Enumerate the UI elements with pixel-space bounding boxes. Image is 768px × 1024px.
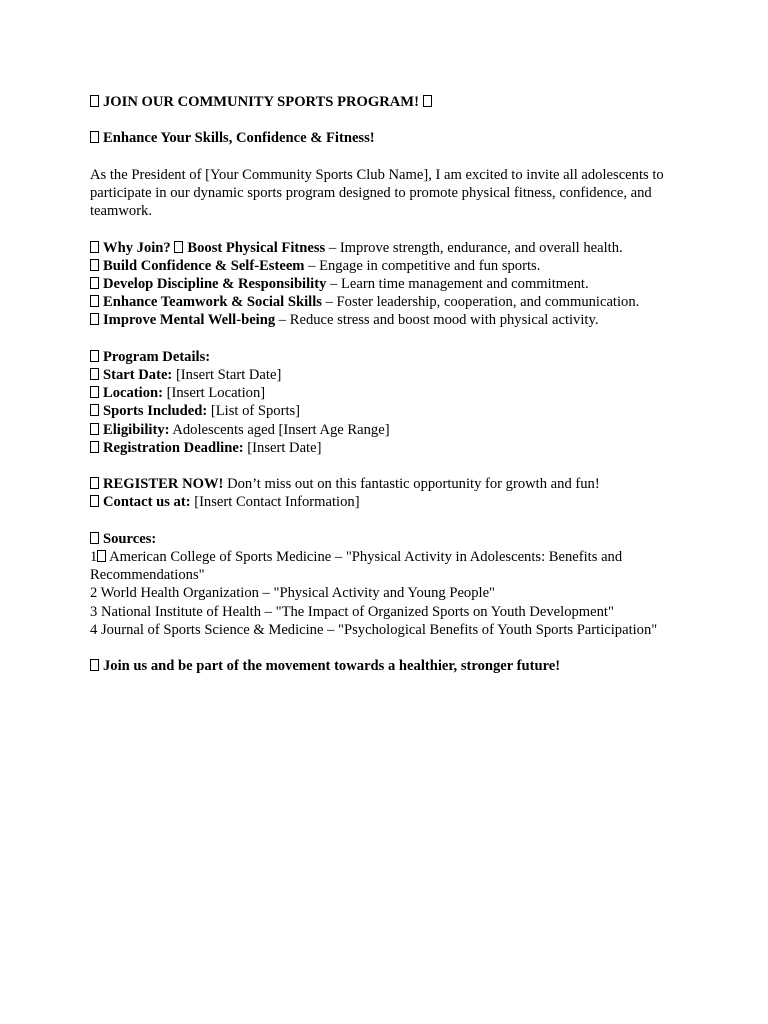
missing-glyph-icon [90,95,99,107]
benefit-item [90,311,680,329]
missing-glyph-icon [174,241,183,253]
source-item [90,548,680,584]
detail-label: Eligibility: [103,421,170,438]
missing-glyph-icon [90,477,99,489]
benefit-text: – Learn time management and commitment. [326,275,589,292]
source-number: 4 [90,621,98,638]
missing-glyph-icon [90,313,99,325]
detail-item [90,402,680,420]
missing-glyph-icon [90,259,99,271]
benefit-text: – Improve strength, endurance, and overall health. [325,239,623,256]
benefit-text: – Engage in competitive and fun sports. [304,257,541,274]
missing-glyph-icon [90,441,99,453]
benefit-item [90,257,680,275]
missing-glyph-icon [90,131,99,143]
detail-item [90,384,680,402]
detail-item [90,366,680,384]
missing-glyph-icon [423,95,432,107]
detail-label: Location: [103,385,163,402]
register-label: REGISTER NOW! [103,476,224,493]
source-number: 3 [90,603,98,620]
contact-line [90,493,680,511]
benefit-title: Boost Physical Fitness [187,239,326,256]
missing-glyph-icon [90,241,99,253]
intro-paragraph: As the President of [Your Community Sports Club Name], I am excited to invite all adolescents to participate in our dynamic sports program designed to promote physical fitness, confidence, and teamwork. [90,166,664,220]
benefit-text: – Reduce stress and boost mood with physical activity. [275,312,599,329]
detail-label: Sports Included: [103,403,208,420]
page-heading: JOIN OUR COMMUNITY SPORTS PROGRAM! [103,94,419,110]
benefit-title: Build Confidence & Self-Esteem [103,257,305,274]
document-body [90,93,680,675]
register-line [90,475,680,493]
why-join-label: Why Join? [103,239,171,256]
source-number: 1 [90,548,98,565]
missing-glyph-icon [90,532,99,544]
detail-value: [Insert Location] [163,385,266,402]
detail-item [90,439,680,457]
missing-glyph-icon [97,550,106,562]
missing-glyph-icon [90,350,99,362]
missing-glyph-icon [90,404,99,416]
missing-glyph-icon [90,495,99,507]
heading-line [90,93,680,111]
benefit-title: Improve Mental Well-being [103,312,276,329]
benefit-item [90,293,680,311]
sources-label: Sources: [103,530,157,547]
benefit-title: Enhance Teamwork & Social Skills [103,294,322,311]
subheading: Enhance Your Skills, Confidence & Fitness! [103,130,375,147]
closing-text: Join us and be part of the movement towards a healthier, stronger future! [103,658,561,675]
closing-line [90,657,680,675]
source-text: World Health Organization – "Physical Activity and Young People" [97,585,496,602]
detail-value: [List of Sports] [207,403,301,420]
source-text: American College of Sports Medicine – "Physical Activity in Adolescents: Benefits and Recommendations" [90,548,623,584]
source-text: Journal of Sports Science & Medicine – "Psychological Benefits of Youth Sports Participation" [97,621,658,638]
source-text: National Institute of Health – "The Impact of Organized Sports on Youth Development" [97,603,614,620]
benefit-item [90,275,680,293]
detail-label: Start Date: [103,366,173,383]
detail-value: [Insert Date] [243,439,322,456]
missing-glyph-icon [90,295,99,307]
benefit-title: Develop Discipline & Responsibility [103,275,327,292]
program-details-label: Program Details: [103,348,211,365]
detail-value: [Insert Start Date] [172,366,282,383]
missing-glyph-icon [90,423,99,435]
source-item [90,603,680,621]
subheading-line [90,129,680,147]
benefit-item [90,239,680,257]
benefit-text: – Foster leadership, cooperation, and communication. [321,294,640,311]
register-text: Don’t miss out on this fantastic opportunity for growth and fun! [223,476,600,493]
source-item [90,621,680,639]
source-number: 2 [90,585,98,602]
program-details-heading [90,348,680,366]
detail-value: Adolescents aged [Insert Age Range] [169,421,390,438]
missing-glyph-icon [90,386,99,398]
detail-item [90,421,680,439]
detail-label: Registration Deadline: [103,439,244,456]
missing-glyph-icon [90,659,99,671]
missing-glyph-icon [90,368,99,380]
missing-glyph-icon [90,277,99,289]
source-item [90,584,680,602]
sources-heading [90,530,680,548]
contact-text: [Insert Contact Information] [190,494,360,511]
contact-label: Contact us at: [103,494,191,511]
